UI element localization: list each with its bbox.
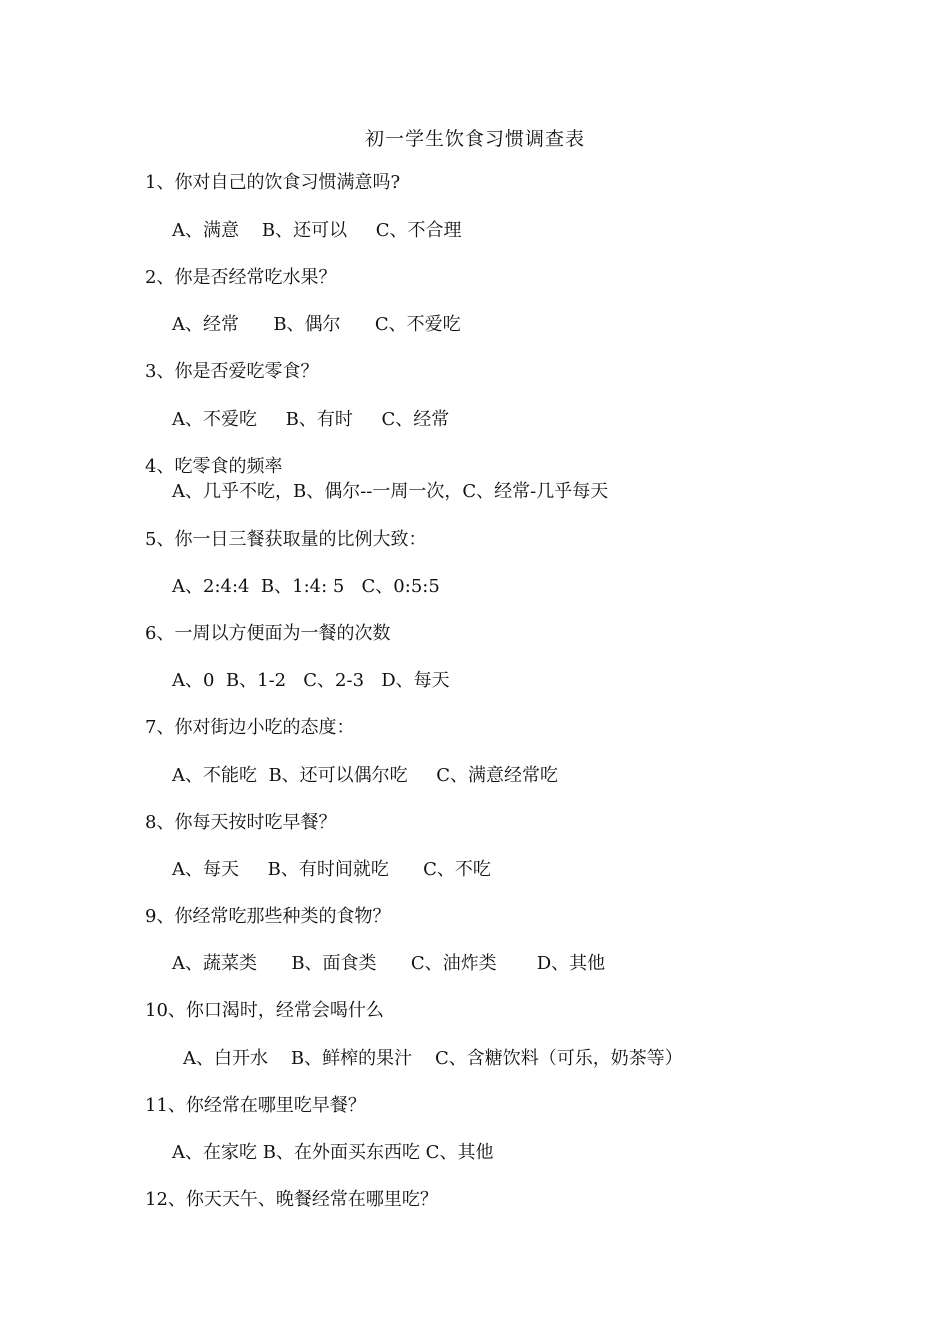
options-9: A、蔬菜类 B、面食类 C、油炸类 D、其他 xyxy=(172,953,606,974)
options-4: A、几乎不吃，B、偶尔--一周一次，C、经常-几乎每天 xyxy=(172,481,609,502)
options-6: A、0 B、1-2 C、2-3 D、每天 xyxy=(172,670,450,691)
options-5: A、2:4:4 B、1:4: 5 C、0:5:5 xyxy=(172,576,440,597)
document-title: 初一学生饮食习惯调查表 xyxy=(364,128,585,150)
options-8: A、每天 B、有时间就吃 C、不吃 xyxy=(172,859,491,880)
question-3: 3、你是否爱吃零食？ xyxy=(145,361,319,382)
options-1: A、满意 B、还可以 C、不合理 xyxy=(172,220,462,241)
question-1: 1、你对自己的饮食习惯满意吗? xyxy=(145,172,401,193)
question-9: 9、你经常吃那些种类的食物？ xyxy=(145,906,391,927)
options-3: A、不爱吃 B、有时 C、经常 xyxy=(172,409,450,430)
options-2: A、经常 B、偶尔 C、不爱吃 xyxy=(172,314,461,335)
question-7: 7、你对街边小吃的态度： xyxy=(145,717,355,738)
options-7: A、不能吃 B、还可以偶尔吃 C、满意经常吃 xyxy=(172,765,559,786)
question-2: 2、你是否经常吃水果？ xyxy=(145,267,337,288)
question-5: 5、你一日三餐获取量的比例大致： xyxy=(145,529,427,550)
question-6: 6、一周以方便面为一餐的次数 xyxy=(145,623,391,644)
question-12: 12、你天天午、晚餐经常在哪里吃？ xyxy=(145,1189,438,1210)
options-10: A、白开水 B、鲜榨的果汁 C、含糖饮料（可乐，奶茶等） xyxy=(183,1048,683,1069)
question-8: 8、你每天按时吃早餐？ xyxy=(145,812,337,833)
question-10: 10、你口渴时，经常会喝什么 xyxy=(145,1000,384,1021)
question-4: 4、吃零食的频率 xyxy=(145,456,283,477)
options-11: A、在家吃 B、在外面买东西吃 C、其他 xyxy=(172,1142,494,1163)
question-11: 11、你经常在哪里吃早餐？ xyxy=(145,1095,366,1116)
